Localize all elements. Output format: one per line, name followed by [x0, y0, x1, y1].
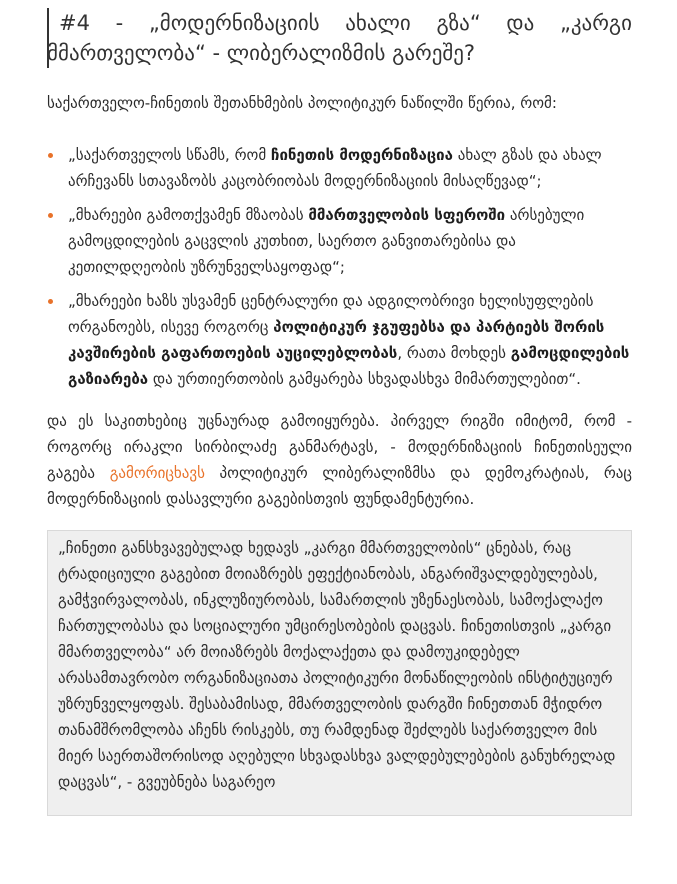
heading-line-1: #4 - „მოდერნიზაციის ახალი გზა“ და „კარგი	[59, 11, 632, 35]
paragraph-text-post: პოლიტიკურ ლიბერალიზმსა და დემოკრატიას, რაც მოდერნიზაციის დასავლური გაგებისთვის ფუნდამენტურია.	[47, 464, 632, 508]
article-heading	[47, 8, 632, 68]
blockquote: „ჩინეთი განსხვავებულად ხედავს „კარგი მმართველობის“ ცნებას, რაც ტრადიციული გაგებით მოიაზრებს ეფექტიანობას, ანგარიშვალდებულებას, გამჭვირვალობას, ინკლუზიურობას, სამართლის უზენაესობას, სამოქალაქო ჩართულობასა და სოციალური უმცირესობების დაცვას. ჩინეთისთვის „კარგი მმართველობა“ არ მოიაზრებს მოქალაქეთა და დამოუკიდებელ არასამთავრობო ორგანიზაციათა პოლიტიკური მონაწილეობის ინსტიტუციურ უზრუნველყოფას. შესაბამისად, მმართველობის დარგში ჩინეთთან მჭიდრო თანამშრომლობა აჩენს რისკებს, თუ რამდენად შეძლებს საქართველო მის მიერ საერთაშორისოდ აღებული სხვადასხვა ვალდებულებების განუხრელად დაცვას“, - გვეუბნება საგარეო	[47, 530, 632, 816]
article	[47, 0, 632, 816]
bullet-dot-icon	[48, 213, 53, 218]
heading-line-2: მმართველობა“ - ლიბერალიზმის გარეშე?	[47, 41, 476, 65]
list-item	[47, 288, 632, 392]
bullet-text-pre: „მხარეები ხაზს უსვამენ ცენტრალური და ადგილობრივი ხელისუფლების ორგანოებს, ისევე როგორც	[68, 292, 594, 336]
paragraph-text-pre: და ეს საკითხებიც უცნაურად გამოიყურება. პირველ რიგში იმიტომ, რომ - როგორც ირაკლი სირბილაძე განმარტავს, - მოდერნიზაციის ჩინეთისეული გაგება	[47, 412, 632, 482]
bullet-text-post: ახალ გზას და ახალ არჩევანს სთავაზობს კაცობრიობას მოდერნიზაციის მისაღწევად“;	[68, 146, 602, 190]
bullet-dot-icon	[48, 153, 53, 158]
bullet-text-mid: , რათა მოხდეს	[397, 344, 511, 362]
inline-link[interactable]: გამორიცხავს	[109, 464, 205, 482]
bullet-text-bold: მმართველობის სფეროში	[308, 206, 506, 224]
bullet-dot-icon	[48, 299, 53, 304]
list-item	[47, 142, 632, 194]
bullet-text-bold: ჩინეთის მოდერნიზაცია	[270, 146, 453, 164]
bullet-text-bold: პოლიტიკურ ჯგუფებსა და პარტიებს შორის კავშირების გაფართოების აუცილებლობას	[68, 318, 605, 362]
body-paragraph	[47, 408, 632, 512]
list-item	[47, 202, 632, 280]
quote-bullet-list	[47, 142, 632, 392]
intro-paragraph: საქართველო-ჩინეთის შეთანხმების პოლიტიკურ ნაწილში წერია, რომ:	[47, 94, 557, 112]
bullet-text-post: და ურთიერთობის გამყარება სხვადასხვა მიმართულებით“.	[148, 370, 581, 388]
bullet-text-post: არსებული გამოცდილების გაცვლის კუთხით, საერთო განვითარებისა და კეთილდღეობის უზრუნველსაყოფად“;	[68, 206, 585, 276]
bullet-text-pre: „საქართველოს სწამს, რომ	[68, 146, 271, 164]
bullet-text-bold-2: გამოცდილების გაზიარება	[68, 344, 630, 388]
bullet-text-pre: „მხარეები გამოთქვამენ მზაობას	[68, 206, 309, 224]
